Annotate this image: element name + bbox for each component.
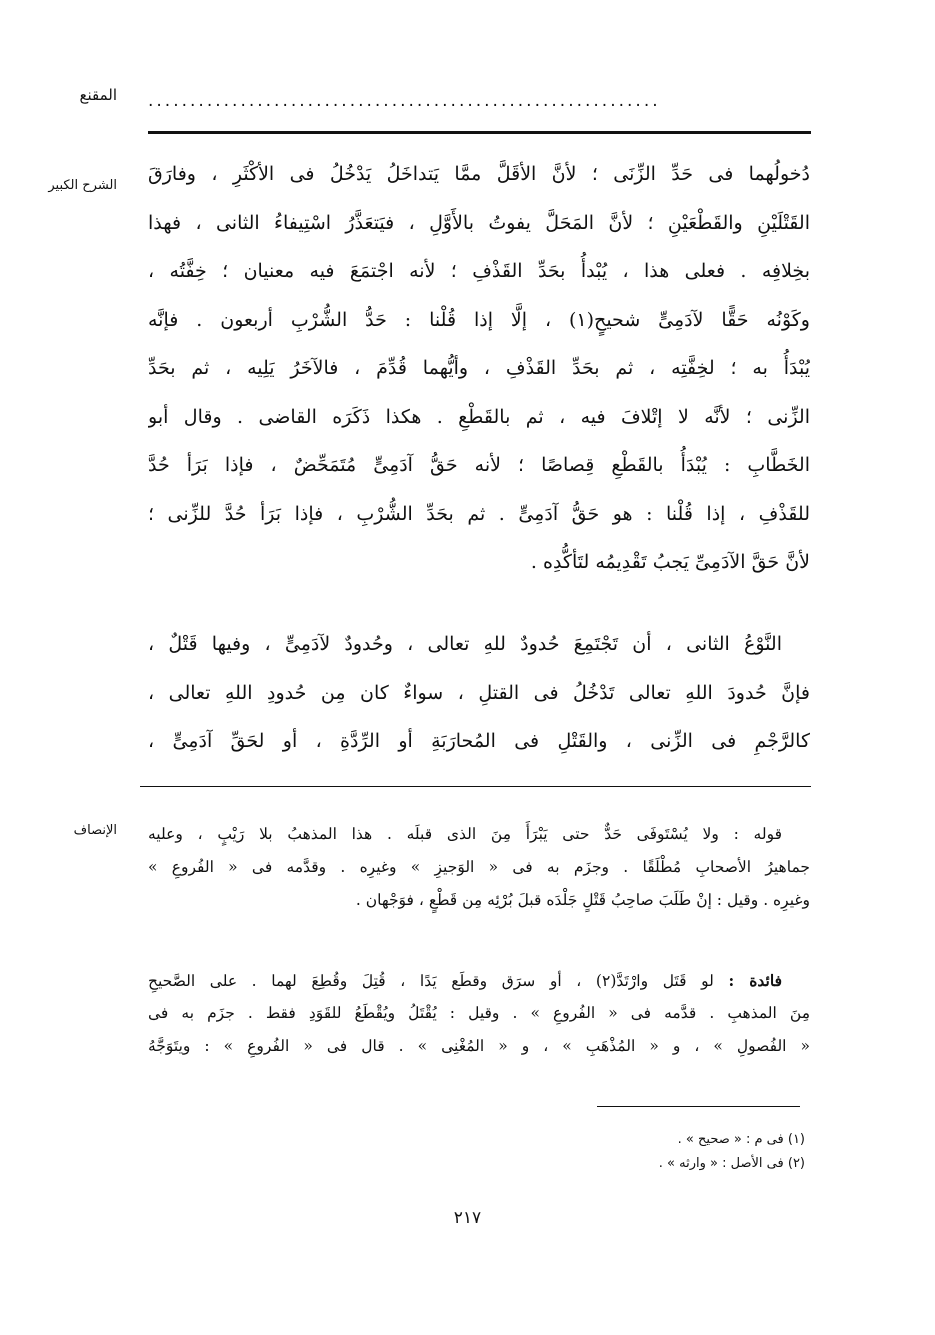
footnotes [659, 1128, 805, 1176]
side-label-sharh: الشرح الكبير [48, 178, 117, 193]
text-line: دُخولُهما فى حَدِّ الزِّنَى ؛ لأنَّ الأقَلَّ ممَّا يَتداخَلُ يَدْخُلُ فى الأكْثَرِ ، وفارَقَ [148, 163, 810, 185]
text-line: فإنَّ حُدودَ اللهِ تعالى تَدْخُلُ فى القتلِ ، سواءٌ كان مِن حُدودِ اللهِ تعالى ، [148, 681, 810, 704]
text-line: وكَوْنُه حَقًّا لآدَمِىٍّ شحيحٍ(١) ، إلَّا إذا قُلْنا : حَدُّ الشُّرْبِ أربعون . فإنَّه [148, 308, 810, 331]
text-line [148, 964, 810, 997]
header-dot-leader: ............................................................. [148, 91, 661, 111]
text-line: بخِلافِه . فعلى هذا ، يُبْدأُ بحَدِّ القَذْفِ ؛ لأنه اجْتمَعَ فيه معنيان ؛ خِفَّتُه ، [148, 260, 810, 282]
header-rule [148, 131, 811, 134]
text-line: كالرَّجْمِ فى الزِّنى ، والقَتْلِ فى المُحارَبَةِ أو الرِّدَّةِ ، أو لحَقِّ آدَمِىٍّ ، [148, 730, 810, 752]
running-header-book-title: المقنع [79, 86, 117, 104]
text-line: لأنَّ حَقَّ الآدَمِىِّ يَجبُ تَقْدِيمُه لتَأكُّدِه . [530, 551, 810, 573]
insaf-paragraph-1 [148, 818, 810, 917]
text-line: القَتْلَيْنِ والقَطْعَيْنِ ؛ لأنَّ المَحَلَّ يفوتُ بالأَوَّلِ ، فيَتعَذَّرُ اسْتِيفاءُ الثانى ، فهذا [148, 211, 810, 234]
sharh-paragraph-1 [148, 150, 810, 587]
text-line: للقَذْفِ ، إذا قُلْنا : هو حَقُّ آدَمِىٍّ . ثم بحَدِّ الشُّرْبِ ، فإذا بَرَأ حُدَّ للزِّنى ؛ [148, 502, 810, 525]
faida-text: لو قَتَل وارْتَدَّ(٢) ، أو سرَق وقطَع يَدًا ، قُتِلَ وقُطِعَ لهما . على الصَّحيحِ [148, 972, 714, 990]
text-line: « الفُصولِ » ، و « المُذْهَبِ » ، و « المُغْنِى » . قال فى « الفُروعِ » : ويتَوَجَّهُ [148, 1037, 810, 1055]
text-line: الزِّنى ؛ لأنَّه لا إتْلافَ فيه ، ثم بالقَطْعِ . هكذا ذَكَرَه القاضى . وقال أبو [148, 405, 810, 428]
text-line: قوله : ولا يُسْتَوفَى حَدٌّ حتى يَبْرَأَ مِنَ الذى قبلَه . هذا المذهبُ بلا رَيْبٍ ، وعليه [148, 825, 782, 843]
footnote: (٢) فى الأصل : « وارثه » . [658, 1156, 805, 1171]
text-line: يُبْدَأُ به ؛ لخِفَّتِه ، ثم بحَدِّ القَذْفِ ، وأيُّهما قُدِّمَ ، فالآخَرُ يَلِيه ، ثم بحَدِّ [148, 357, 810, 379]
sharh-paragraph-2 [148, 620, 810, 766]
text-line: مِنَ المذهبِ . قدَّمه فى « الفُروعِ » . وقيل : يُقْتَلُ ويُقْطَعُ للقَوَدِ فقط . جزَم به فى [148, 1004, 810, 1022]
faida-label: فائدة : [728, 971, 783, 990]
text-line: النَّوْعُ الثانى ، أن تَجْتَمِعَ حُدودٌ للهِ تعالى ، وحُدودٌ لآدَمِىٍّ ، وفيها قَتْلٌ ، [148, 633, 782, 655]
text-line: الخَطَّابِ : يُبْدَأُ بالقَطْعِ قِصاصًا ؛ لأنه حَقُّ آدَمِىٍّ مُتَمَحِّضٌ ، فإذا بَرَأ حُدَّ [148, 454, 810, 476]
section-divider [140, 786, 811, 787]
footnote: (١) فى م : « صحيح » . [677, 1132, 805, 1147]
footnote-rule [597, 1106, 800, 1107]
side-label-insaf: الإنصاف [73, 823, 117, 838]
text-line: جماهيرُ الأصحابِ مُطْلَقًا . وجزَم به فى « الوَجيزِ » وغيرِه . وقدَّمه فى « الفُروعِ » [148, 858, 810, 876]
insaf-paragraph-2 [148, 964, 810, 1063]
text-line: وغيرِه . وقيل : إنْ طَلَبَ صاحِبُ قَتْلٍ جَلْدَه قبلَ بُرْئِه مِن قَطْعٍ ، فوَجْهان . [355, 891, 810, 909]
page-number: ٢١٧ [453, 1208, 482, 1228]
